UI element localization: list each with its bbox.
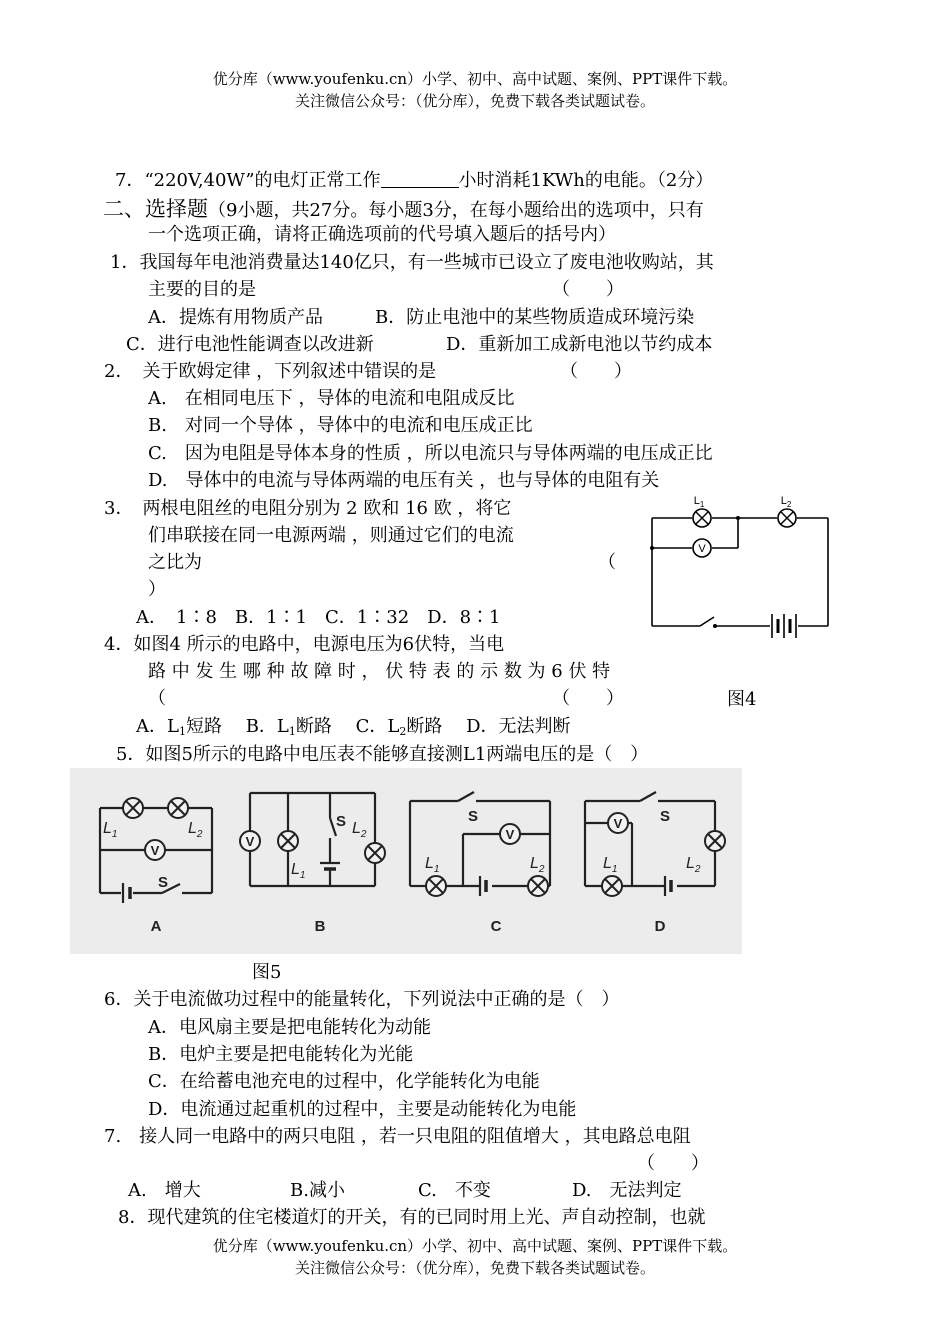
q6-stem: 6．关于电流做功过程中的能量转化，下列说法中正确的是（ ） (104, 989, 620, 1010)
fig5-label-d: D (654, 918, 666, 935)
fig5-d-voltmeter-label: V (613, 816, 623, 831)
q1-answer-paren: （ ） (552, 279, 624, 300)
fig5-b-label-l1: $L_1$ (291, 861, 306, 881)
fig4-label-l2: $L_2$ (780, 495, 792, 509)
fig5-label-b: B (314, 918, 326, 935)
q3-paren-open: （ (598, 552, 616, 573)
fill-q7-before: 7．“220V,40W”的电灯正常工作 (115, 170, 381, 191)
q1-line-1: 1．我国每年电池消费量达140亿只，有一些城市已设立了废电池收购站，其 (110, 252, 714, 273)
q1-option-d: D．重新加工成新电池以节约成本 (446, 334, 713, 355)
fig4-junction-left (650, 546, 654, 550)
q4-answer-paren: （ ） (552, 688, 624, 709)
q7-stem: 7. 接人同一电路中的两只电阻 ，若一只电阻的阻值增大 ，其电路总电阻 (104, 1126, 691, 1147)
q6-option-c: C．在给蓄电池充电的过程中，化学能转化为电能 (148, 1071, 540, 1092)
header-line-2: 关注微信公众号：（优分库），免费下载各类试题试卷。 (294, 92, 655, 110)
q4-option-d: D．无法判断 (466, 716, 571, 737)
fig5-d-label-l1: $L_1$ (603, 855, 618, 875)
q7-option-a: A. 增大 (128, 1180, 201, 1201)
fig5-label-c: C (490, 918, 502, 935)
fig4-voltmeter (693, 539, 711, 557)
figure-4-caption: 图4 (727, 689, 757, 710)
fig5-b-label-s: S (336, 813, 347, 830)
q2-option-d: D. 导体中的电流与导体两端的电压有关 ，也与导体的电阻有关 (148, 470, 660, 491)
q7-answer-paren: （ ） (637, 1153, 709, 1174)
fig5-d-label-s: S (660, 808, 671, 825)
fig4-junction-top (736, 516, 740, 520)
fill-question-7 (115, 166, 713, 192)
fig4-lamp-l1 (693, 509, 711, 527)
section-2-desc-1: （9小题，共27分。每小题3分，在每小题给出的选项中，只有 (208, 200, 704, 221)
fig5-a-voltmeter-label: V (150, 843, 160, 858)
q3-paren-close: ） (148, 579, 166, 600)
q4-option-b: B．$L_1$断路 (245, 716, 332, 738)
q6-option-d: D．电流通过起重机的过程中，主要是动能转化为电能 (148, 1099, 577, 1120)
q1-line-2: 主要的目的是 (148, 279, 256, 300)
q1-option-a: A．提炼有用物质产品 (148, 307, 323, 328)
figure-4-circuit (640, 488, 840, 643)
q6-option-b: B．电炉主要是把电能转化为光能 (148, 1044, 414, 1065)
fill-q7-blank (381, 171, 459, 188)
q4-option-a: A．$L_1$短路 (136, 716, 222, 738)
fig5-circuit-b (250, 793, 375, 886)
fig5-c-label-s: S (468, 808, 479, 825)
footer-line-2: 关注微信公众号：（优分库），免费下载各类试题试卷。 (294, 1259, 655, 1277)
q4-options (136, 712, 571, 738)
q4-line-1: 4．如图4 所示的电路中，电源电压为6伏特，当电 (104, 634, 505, 655)
q2-stem: 2． 关于欧姆定律 ，下列叙述中错误的是 (104, 361, 437, 382)
q5-stem: 5．如图5所示的电路中电压表不能够直接测L1两端电压的是（ ） (116, 744, 649, 765)
q3-line-1: 3． 两根电阻丝的电阻分别为 2 欧和 16 欧 ，将它 (104, 498, 512, 519)
footer-line-1: 优分库（www.youfenku.cn）小学、初中、高中试题、案例、PPT课件下载。 (212, 1237, 738, 1255)
q2-option-b: B. 对同一个导体 ，导体中的电流和电压成正比 (148, 415, 533, 436)
section-2-heading (103, 193, 704, 223)
q7-option-b: B.减小 (290, 1180, 345, 1201)
q3-line-2: 们串联接在同一电源两端 ，则通过它们的电流 (148, 525, 514, 546)
fig4-battery (772, 614, 796, 638)
fig5-label-a: A (150, 918, 162, 935)
header-line-1: 优分库（www.youfenku.cn）小学、初中、高中试题、案例、PPT课件下载。 (212, 70, 738, 88)
fig5-a-label-l1: $L_1$ (103, 820, 118, 840)
q2-option-c: C. 因为电阻是导体本身的性质 ，所以电流只与导体两端的电压成正比 (148, 443, 713, 464)
fig4-lamp-l2 (778, 509, 796, 527)
fig5-c-label-l2: $L_2$ (530, 855, 545, 875)
q7-option-d: D. 无法判定 (572, 1180, 682, 1201)
q4-option-c: C．$L_2$断路 (355, 716, 443, 738)
fig5-d-label-l2: $L_2$ (686, 855, 701, 875)
fig5-c-voltmeter-label: V (505, 827, 515, 842)
fig5-a-label-l2: $L_2$ (188, 820, 203, 840)
q2-answer-paren: （ ） (560, 361, 632, 382)
q8-stem: 8．现代建筑的住宅楼道灯的开关，有的已同时用上光、声自动控制，也就 (118, 1207, 706, 1228)
q4-paren-open: （ (148, 688, 166, 709)
fill-q7-after: 小时消耗1KWh的电能。（2分） (458, 170, 714, 191)
section-2-title: 二、选择题 (103, 197, 208, 221)
fig5-b-label-l2: $L_2$ (352, 820, 367, 840)
fig4-switch-contact (713, 624, 717, 628)
fig5-b-voltmeter-label: V (245, 834, 255, 849)
q4-line-2: 路 中 发 生 哪 种 故 障 时 ， 伏 特 表 的 示 数 为 6 伏 特 (148, 661, 611, 682)
q3-line-3: 之比为 (148, 552, 202, 573)
fig4-voltmeter-label: V (698, 543, 706, 555)
fig4-label-l1: $L_1$ (693, 495, 705, 509)
q7-option-c: C. 不变 (418, 1180, 491, 1201)
fig5-a-label-s: S (158, 874, 169, 891)
q2-option-a: A. 在相同电压下 ，导体的电流和电阻成反比 (148, 388, 515, 409)
section-2-desc-2: 一个选项正确，请将正确选项前的代号填入题后的括号内） (148, 224, 616, 245)
q3-options: A． 1∶8 B．1∶1 C．1∶32 D．8∶1 (136, 607, 501, 628)
q1-option-b: B．防止电池中的某些物质造成环境污染 (375, 307, 695, 328)
figure-5-circuits (70, 768, 742, 954)
figure-5-caption: 图5 (252, 962, 282, 983)
fig5-c-label-l1: $L_1$ (425, 855, 440, 875)
q1-option-c: C．进行电池性能调查以改进新 (126, 334, 374, 355)
q6-option-a: A．电风扇主要是把电能转化为动能 (148, 1017, 431, 1038)
